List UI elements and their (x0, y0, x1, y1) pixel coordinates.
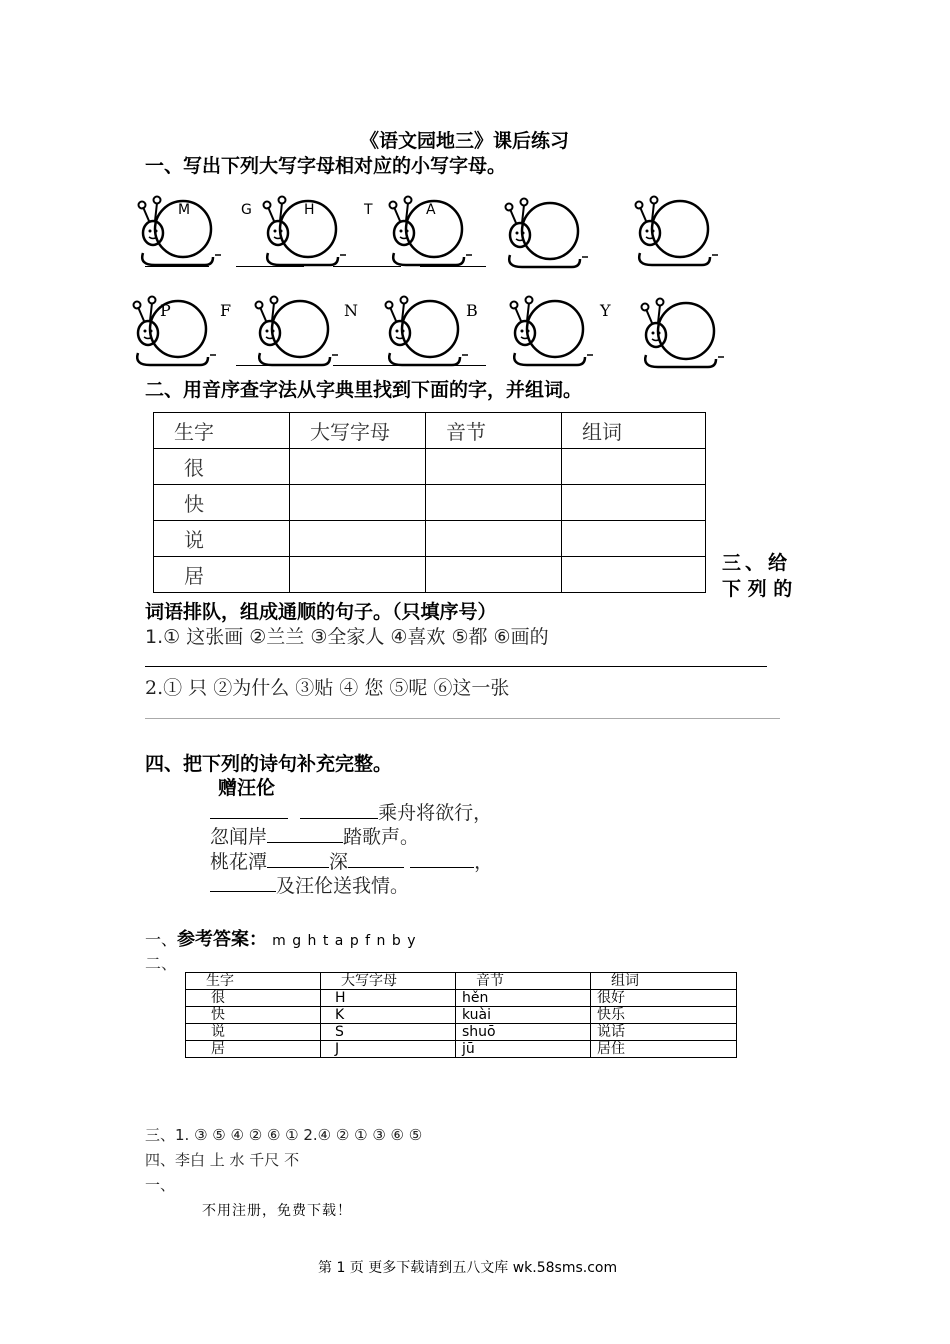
answer-blank[interactable] (420, 266, 486, 267)
snail-icon (630, 195, 720, 267)
poem-text: 忽闻岸 (210, 826, 268, 848)
table-cell: S (321, 1024, 456, 1041)
answer-blank[interactable] (267, 849, 329, 868)
table-header-row (154, 413, 706, 449)
table-cell[interactable] (426, 521, 562, 557)
snail-icon (250, 295, 340, 367)
table-header: 音节 (456, 973, 591, 990)
table-cell: kuài (456, 1007, 591, 1024)
table-cell: 快 (154, 485, 290, 521)
uppercase-letter: M (178, 202, 191, 218)
q3-line1: 1.① 这张画 ②兰兰 ③全家人 ④喜欢 ⑤都 ⑥画的 (145, 626, 549, 648)
table-header: 音节 (426, 413, 562, 449)
uppercase-letter: G (241, 202, 252, 218)
page-footer: 第 1 页 更多下载请到五八文库 wk.58sms.com (318, 1260, 618, 1276)
answers-line-3: 三、1. ③ ⑤ ④ ② ⑥ ① 2.④ ② ① ③ ⑥ ⑤ (145, 1126, 423, 1144)
answer-blank[interactable] (333, 266, 401, 267)
table-cell: H (321, 990, 456, 1007)
q4-heading: 四、把下列的诗句补充完整。 (145, 753, 393, 775)
poem-text: 踏歌声。 (343, 826, 420, 848)
answer-blank[interactable] (210, 800, 288, 819)
table-row (154, 521, 706, 557)
table-cell: 居 (186, 1041, 321, 1058)
table-cell[interactable] (562, 485, 706, 521)
answer-table (185, 972, 737, 1058)
uppercase-letter: F (220, 301, 232, 320)
poem-line-4 (210, 871, 409, 898)
table-header: 组词 (591, 973, 737, 990)
answer-blank[interactable] (236, 365, 304, 366)
answers-line-1 (145, 925, 417, 951)
answers-line-4: 四、李白 上 水 千尺 不 (145, 1151, 300, 1169)
table-cell[interactable] (426, 485, 562, 521)
snail-icon (505, 295, 595, 367)
table-cell: 说话 (591, 1024, 737, 1041)
table-row (186, 1041, 737, 1058)
answers-line-2: 二、 (145, 954, 178, 973)
table-cell[interactable] (290, 449, 426, 485)
uppercase-letter: N (344, 301, 358, 320)
table-cell[interactable] (562, 521, 706, 557)
answer-label: 参考答案： (177, 929, 268, 950)
table-row (186, 1007, 737, 1024)
table-header: 组词 (562, 413, 706, 449)
table-cell: 居住 (591, 1041, 737, 1058)
poem-line-1 (210, 798, 492, 825)
q3-heading-part1: 三、给 (722, 552, 792, 574)
answer-line[interactable] (145, 666, 767, 667)
poem-title: 赠汪伦 (218, 777, 276, 799)
table-cell[interactable] (290, 485, 426, 521)
poem-line-3 (210, 847, 493, 874)
snail-icon (636, 297, 726, 369)
table-row (154, 485, 706, 521)
table-cell[interactable] (562, 449, 706, 485)
answer-blank[interactable] (145, 266, 209, 267)
answer-blank[interactable] (267, 824, 343, 843)
answer-blank[interactable] (300, 800, 378, 819)
answer-prefix: 一、 (145, 930, 178, 949)
table-cell: 说 (154, 521, 290, 557)
table-cell: 快乐 (591, 1007, 737, 1024)
page-title: 《语文园地三》课后练习 (360, 130, 570, 152)
table-row (154, 449, 706, 485)
table-cell[interactable] (426, 557, 562, 593)
table-cell[interactable] (290, 557, 426, 593)
poem-text: 乘舟将欲行， (378, 802, 493, 824)
table-header: 生字 (186, 973, 321, 990)
snail-icon (500, 197, 590, 269)
uppercase-letter: B (466, 301, 478, 320)
table-row (186, 1024, 737, 1041)
q3-heading-part3: 词语排队，组成通顺的句子。（只填序号） (145, 601, 497, 623)
answer-value: m g h t a p f n b y (272, 933, 417, 949)
q2-heading: 二、用音序查字法从字典里找到下面的字，并组词。 (145, 379, 583, 401)
poem-text: ， (474, 851, 494, 873)
table-header-row (186, 973, 737, 990)
q2-table (153, 412, 706, 593)
snail-icon (128, 295, 218, 367)
table-cell: 很 (186, 990, 321, 1007)
table-cell: J (321, 1041, 456, 1058)
answer-blank[interactable] (333, 365, 401, 366)
table-header: 生字 (154, 413, 290, 449)
poem-text: 及汪伦送我情。 (276, 875, 410, 897)
uppercase-letter: P (160, 301, 171, 320)
promo-text: 不用注册，免费下载！ (202, 1203, 352, 1219)
table-cell: shuō (456, 1024, 591, 1041)
q3-line2: 2.① 只 ②为什么 ③贴 ④ 您 ⑤呢 ⑥这一张 (145, 677, 510, 699)
table-cell[interactable] (426, 449, 562, 485)
answer-blank[interactable] (210, 873, 276, 892)
answer-blank[interactable] (410, 849, 474, 868)
q1-heading: 一、写出下列大写字母相对应的小写字母。 (145, 155, 507, 177)
answer-blank[interactable] (236, 266, 304, 267)
table-cell[interactable] (290, 521, 426, 557)
table-cell: 很好 (591, 990, 737, 1007)
table-cell: 很 (154, 449, 290, 485)
poem-text: 桃花潭 (210, 851, 268, 873)
snail-icon (380, 295, 470, 367)
answer-line[interactable] (145, 718, 780, 719)
snail-icon (258, 195, 348, 267)
poem-text: 深 (329, 851, 349, 873)
table-header: 大写字母 (321, 973, 456, 990)
table-cell[interactable] (562, 557, 706, 593)
uppercase-letter: Y (600, 301, 611, 320)
table-cell: 居 (154, 557, 290, 593)
table-cell: 快 (186, 1007, 321, 1024)
answer-blank[interactable] (348, 849, 404, 868)
table-row (154, 557, 706, 593)
q3-heading-part2: 下 列 的 (722, 578, 793, 600)
poem-line-2 (210, 822, 419, 849)
table-header: 大写字母 (290, 413, 426, 449)
table-cell: 说 (186, 1024, 321, 1041)
answer-blank[interactable] (420, 365, 486, 366)
table-row (186, 990, 737, 1007)
uppercase-letter: H (304, 202, 315, 218)
uppercase-letter: A (426, 202, 436, 218)
table-cell: jū (456, 1041, 591, 1058)
table-cell: hěn (456, 990, 591, 1007)
answers-line-5: 一、 (145, 1176, 176, 1194)
uppercase-letter: T (364, 202, 373, 218)
table-cell: K (321, 1007, 456, 1024)
